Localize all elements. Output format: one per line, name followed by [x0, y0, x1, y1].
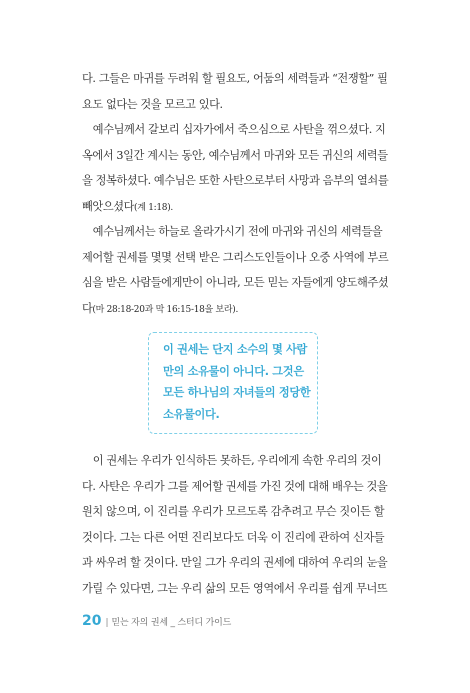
footer-separator: |: [105, 618, 109, 628]
paragraph-ascension: [82, 219, 404, 323]
text-fragment: 빼앗으셨다: [82, 199, 135, 213]
pull-quote-line: 소유물이다.: [163, 407, 220, 421]
text-line: 옥에서 3일간 계시는 동안, 예수님께서 마귀와 모든 귀신의 세력들: [82, 148, 388, 162]
text-line: 것이다. 그는 다른 어떤 진리보다도 더욱 이 진리에 관하여 신자들: [82, 530, 385, 544]
text-line: 심을 받은 사람들에게만이 아니라, 모든 믿는 자들에게 양도해주셨: [82, 276, 389, 289]
text-line: 다. 그들은 마귀를 두려워 할 필요도, 어둠의 세력들과 “전쟁할” 필: [82, 72, 388, 85]
running-title: 믿는 자의 권세 _ 스터디 가이드: [111, 618, 232, 628]
text-line: 원치 않으며, 이 진리를 우리가 모르도록 감추려고 무슨 짓이든 할: [82, 505, 385, 518]
pull-quote-text: [163, 339, 311, 425]
text-line: 예수님께서는 하늘로 올라가시기 전에 마귀와 귀신의 세력들을: [82, 225, 383, 238]
pull-quote-box: [148, 332, 318, 434]
text-line-with-reference: [82, 296, 404, 324]
text-line-with-reference: [82, 194, 404, 222]
page-footer: [82, 610, 231, 629]
text-line: 가릴 수 있다면, 그는 우리 삶의 모든 영역에서 우리를 쉽게 무너뜨: [82, 581, 388, 595]
text-line: 요도 없다는 것을 모르고 있다.: [82, 97, 223, 111]
text-line: 을 정복하셨다. 예수님은 또한 사탄으로부터 사망과 음부의 열쇠를: [82, 174, 389, 187]
scripture-reference: (계 1:18).: [134, 202, 173, 213]
pull-quote-line: 만의 소유물이 아니다. 그것은: [163, 364, 304, 378]
scripture-reference: (마 28:18-20과 막 16:15-18을 보라).: [92, 304, 239, 315]
text-line: 예수님께서 갈보리 십자가에서 죽으심으로 사탄을 꺾으셨다. 지: [82, 123, 386, 136]
paragraph-calvary: [82, 117, 404, 221]
text-line: 제어할 권세를 몇몇 선택 받은 그리스도인들이나 오중 사역에 부르: [82, 250, 389, 264]
text-line: 과 싸우려 할 것이다. 만일 그가 우리의 권세에 대하여 우리의 눈을: [82, 556, 388, 569]
paragraph-intro-continuation: [82, 66, 404, 117]
text-fragment: 다: [82, 301, 93, 315]
pull-quote-line: 이 권세는 단지 소수의 몇 사람: [163, 343, 308, 356]
text-line: 이 권세는 우리가 인식하든 못하든, 우리에게 속한 우리의 것이: [82, 454, 382, 467]
text-line: 다. 사탄은 우리가 그를 제어할 권세를 가진 것에 대해 배우는 것을: [82, 479, 388, 493]
paragraph-authority: [82, 448, 404, 601]
pull-quote-line: 모든 하나님의 자녀들의 정당한: [163, 386, 311, 399]
page-number: 20: [82, 613, 102, 629]
